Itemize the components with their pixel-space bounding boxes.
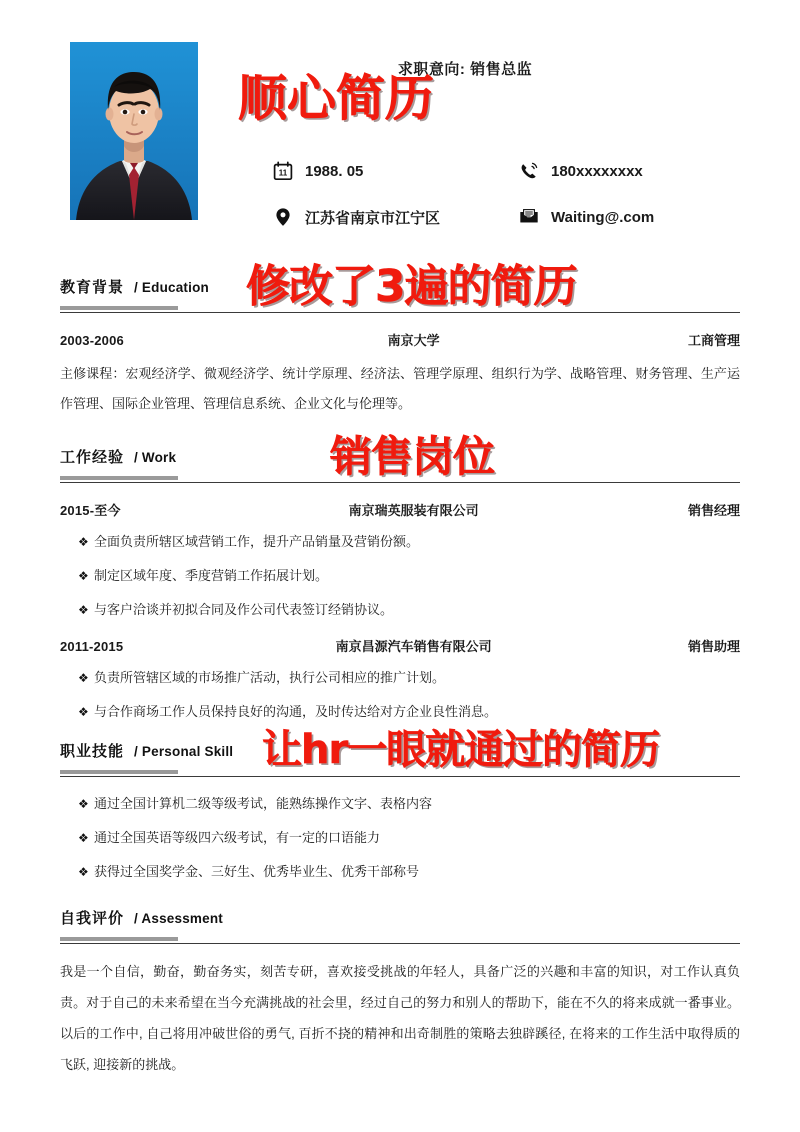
work-role: 销售经理 (687, 503, 740, 518)
contact-row (272, 148, 722, 194)
contact-birthdate (272, 160, 518, 182)
bullet-diamond-icon: ❖ (78, 865, 89, 879)
education-entry (60, 330, 740, 349)
section-work-title-en: / Work (134, 450, 177, 465)
section-assessment-header (60, 903, 740, 928)
work-duty-list (60, 667, 740, 723)
section-divider (60, 937, 740, 944)
section-work-header (60, 442, 740, 467)
section-personal-skill (0, 736, 800, 883)
work-company: 南京瑞英服装有限公司 (348, 503, 479, 518)
section-education-title-en: / Education (134, 280, 209, 295)
contact-info (272, 148, 722, 240)
contact-location (272, 206, 518, 228)
section-assessment (0, 903, 800, 1080)
bullet-diamond-icon: ❖ (78, 705, 89, 719)
email-envelope-icon (518, 206, 540, 228)
work-date: 2011-2015 (60, 639, 124, 654)
list-item (60, 701, 740, 723)
phone-icon (518, 160, 540, 182)
section-assessment-title-en: / Assessment (134, 911, 223, 926)
bullet-diamond-icon: ❖ (78, 535, 89, 549)
contact-phone (518, 160, 722, 182)
list-item-text: 通过全国计算机二级等级考试，能熟练操作文字、表格内容 (94, 796, 433, 811)
avatar (70, 42, 198, 220)
bullet-diamond-icon: ❖ (78, 797, 89, 811)
section-work-title-cn: 工作经验 (60, 449, 125, 466)
list-item-text: 负责所管辖区域的市场推广活动，执行公司相应的推广计划。 (94, 670, 446, 685)
work-entry (60, 636, 740, 655)
list-item-text: 全面负责所辖区域营销工作，提升产品销量及营销份额。 (94, 534, 420, 549)
list-item (60, 667, 740, 689)
section-work (0, 442, 800, 723)
svg-text:11: 11 (278, 168, 288, 178)
bullet-diamond-icon: ❖ (78, 831, 89, 845)
contact-phone-value: 180xxxxxxxx (551, 162, 643, 180)
section-skill-title-en: / Personal Skill (134, 744, 234, 759)
list-item-text: 通过全国英语等级四六级考试，有一定的口语能力 (94, 830, 381, 845)
watermark-title: 顺心简历 (238, 70, 435, 127)
list-item-text: 与客户洽谈并初拟合同及作公司代表签订经销协议。 (94, 602, 394, 617)
work-entry (60, 500, 740, 519)
section-divider (60, 306, 740, 313)
section-education-header (60, 272, 740, 297)
watermark-skill: 让hr一眼就通过的简历 (262, 727, 660, 773)
bullet-diamond-icon: ❖ (78, 603, 89, 617)
section-education (0, 272, 800, 419)
list-item (60, 827, 740, 849)
list-item-text: 制定区域年度、季度营销工作拓展计划。 (94, 568, 329, 583)
section-education-title-cn: 教育背景 (60, 279, 125, 296)
work-role: 销售助理 (687, 639, 740, 654)
contact-email-value: Waiting@.com (551, 208, 655, 226)
list-item (60, 599, 740, 621)
list-item-text: 获得过全国奖学金、三好生、优秀毕业生、优秀干部称号 (94, 864, 420, 879)
section-skill-title-cn: 职业技能 (60, 743, 125, 760)
watermark-education: 修改了3遍的简历 (246, 261, 577, 312)
job-objective: 求职意向: 销售总监 (397, 61, 533, 78)
list-item (60, 531, 740, 553)
work-company: 南京昌源汽车销售有限公司 (335, 639, 492, 654)
bullet-diamond-icon: ❖ (78, 671, 89, 685)
section-divider (60, 770, 740, 777)
location-pin-icon (272, 206, 294, 228)
list-item-text: 与合作商场工作人员保持良好的沟通，及时传达给对方企业良性消息。 (94, 704, 498, 719)
contact-row (272, 194, 722, 240)
section-skill-header (60, 736, 740, 761)
contact-email (518, 206, 722, 228)
resume-header (0, 0, 800, 227)
list-item (60, 793, 740, 815)
list-item (60, 861, 740, 883)
section-divider (60, 476, 740, 483)
contact-location-value: 江苏省南京市江宁区 (305, 209, 441, 227)
list-item (60, 565, 740, 587)
section-assessment-title-cn: 自我评价 (60, 910, 125, 927)
assessment-text: 我是一个自信，勤奋，勤奋务实，刻苦专研，喜欢接受挑战的年轻人，具备广泛的兴趣和丰富的知识，对工作认真负责。对于自己的未来希望在当今充满挑战的社会里，经过自己的努力和别人的帮助下，能在不久的将来成就一番事业。以后的工作中, 自己将用冲破世俗的勇气, 百折不挠的精神和出奇制胜的策略去独辟蹊径, 在将来的工作生活中取得质的飞跃, 迎接新的挑战。 (60, 964, 740, 1072)
watermark-work: 销售岗位 (330, 432, 495, 481)
contact-birthdate-value: 1988. 05 (305, 162, 364, 180)
education-date: 2003-2006 (60, 333, 124, 348)
education-courses: 主修课程：宏观经济学、微观经济学、统计学原理、经济法、管理学原理、组织行为学、战略管理、财务管理、生产运作管理、国际企业管理、管理信息系统、企业文化与伦理等。 (60, 366, 740, 411)
bullet-diamond-icon: ❖ (78, 569, 89, 583)
education-school: 南京大学 (387, 333, 440, 348)
work-duty-list (60, 531, 740, 621)
education-major: 工商管理 (687, 333, 740, 348)
work-date: 2015-至今 (60, 503, 121, 518)
skill-list (60, 793, 740, 883)
calendar-icon (272, 160, 294, 182)
